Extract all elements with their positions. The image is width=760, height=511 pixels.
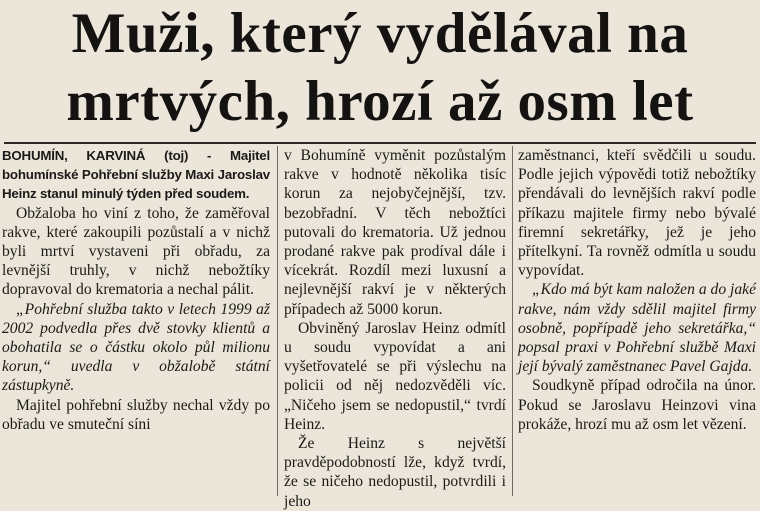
article-quote-paragraph: „Kdo má být kam naložen a do jaké rakve, nám vždy sdělil majitel firmy osobně, popřípadě jeho sekretářka,“ popsal praxi v Pohřební službě Maxi její bývalý zaměstnanec Pavel Gajda. [518,281,756,376]
headline-line-1: Muži, který vydělával na [71,2,689,65]
column-divider [277,146,278,496]
article-column-3 [518,146,756,496]
article-paragraph: Majitel pohřební služby nechal vždy po obřadu ve smuteční síni [2,396,270,433]
article-lead-paragraph: BOHUMÍN, KARVINÁ (toj) - Majitel bohumínské Pohřební služby Maxi Jaroslav Heinz stanul minulý týden před soudem. [2,148,270,202]
article-column-1 [2,146,270,496]
article-paragraph-continued: v Bohumíně vyměnit pozůstalým rakve v hodnotě několika tisíc korun za nejobyčejnější, tzv. bezobřadní. V těch nebožtíci putovali do krematoria. Už jednou prodané rakve pak prodíval dále i vícekrát. Rozdíl mezi luxusní a nejlevnější rakví je v některých případech až 5000 korun. [284,147,506,318]
headline [0,0,760,136]
article-paragraph: Obviněný Jaroslav Heinz odmítl u soudu vypovídat a ani vyšetřovatelé se při výslechu na policii od něj nedozvěděli víc. „Ničeho jsem se nedopustil,“ tvrdí Heinz. [284,319,506,433]
article-quote-paragraph: „Pohřební služba takto v letech 1999 až 2002 podvedla přes dvě stovky klientů a obohatila se o částku okolo půl milionu korun,“ uvedla v obžalobě státní zástupkyně. [2,300,270,395]
headline-rule [4,142,756,144]
article-column-2 [284,146,506,510]
article-paragraph: Obžaloba ho viní z toho, že zaměřoval rakve, které zakoupili pozůstalí a v nichž byli mrtví vystaveni při obřadu, za levnější truhly, v nichž nebožtíky dopravoval do krematoria a nechal pálit. [2,204,270,299]
headline-line-2: mrtvých, hrozí až osm let [66,70,694,133]
column-divider [512,146,513,496]
article-paragraph-continued: zaměstnanci, kteří svědčili u soudu. Podle jejich výpovědi totiž nebožtíky přendávali do levnějších rakví podle příkazu majitele firmy nebo bývalé firemní sekretářky, jež je jeho přítelkyní. Ta rovněž odmítla u soudu vypovídat. [518,147,756,280]
article-paragraph: Soudkyně případ odročila na únor. Pokud se Jaroslavu Heinzovi vina prokáže, hrozí mu až osm let vězení. [518,377,756,433]
article-paragraph: Že Heinz s největší pravděpodobností lže, když tvrdí, že se ničeho nedopustil, potvrdili i jeho [284,435,506,510]
